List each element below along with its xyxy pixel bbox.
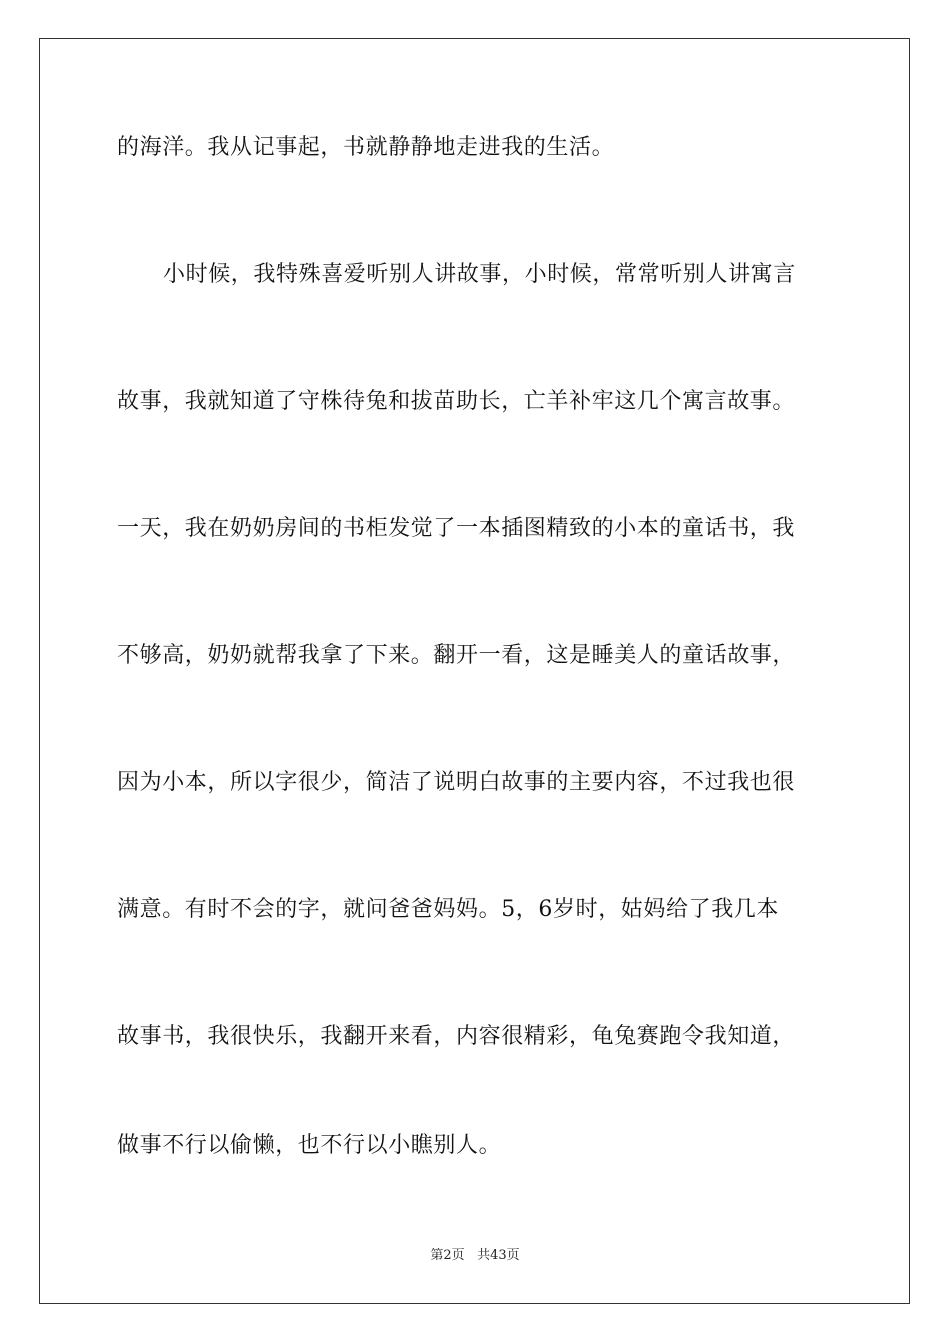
- body-text-line: 小时候，我特殊喜爱听别人讲故事，小时候，常常听别人讲寓言: [163, 262, 796, 287]
- page-frame: [39, 38, 910, 1304]
- body-text-line: 做事不行以偷懒，也不行以小瞧别人。: [117, 1133, 502, 1158]
- body-text-line: 因为小本，所以字很少，简洁了说明白故事的主要内容，不过我也很: [117, 770, 796, 795]
- body-text-line: 故事，我就知道了守株待兔和拔苗助长，亡羊补牢这几个寓言故事。: [117, 389, 796, 414]
- body-text-line: 满意。有时不会的字，就问爸爸妈妈。5，6岁时，姑妈给了我几本: [117, 897, 779, 922]
- body-text-line: 故事书，我很快乐，我翻开来看，内容很精彩，龟兔赛跑令我知道，: [117, 1024, 796, 1049]
- body-text-line: 不够高，奶奶就帮我拿了下来。翻开一看，这是睡美人的童话故事，: [117, 643, 796, 668]
- page-footer: [0, 1247, 950, 1265]
- page-total: 共43页: [477, 1248, 520, 1263]
- body-text-line: 一天，我在奶奶房间的书柜发觉了一本插图精致的小本的童话书，我: [117, 516, 796, 541]
- body-text-line: 的海洋。我从记事起，书就静静地走进我的生活。: [117, 135, 615, 160]
- page-number: 第2页: [430, 1248, 465, 1263]
